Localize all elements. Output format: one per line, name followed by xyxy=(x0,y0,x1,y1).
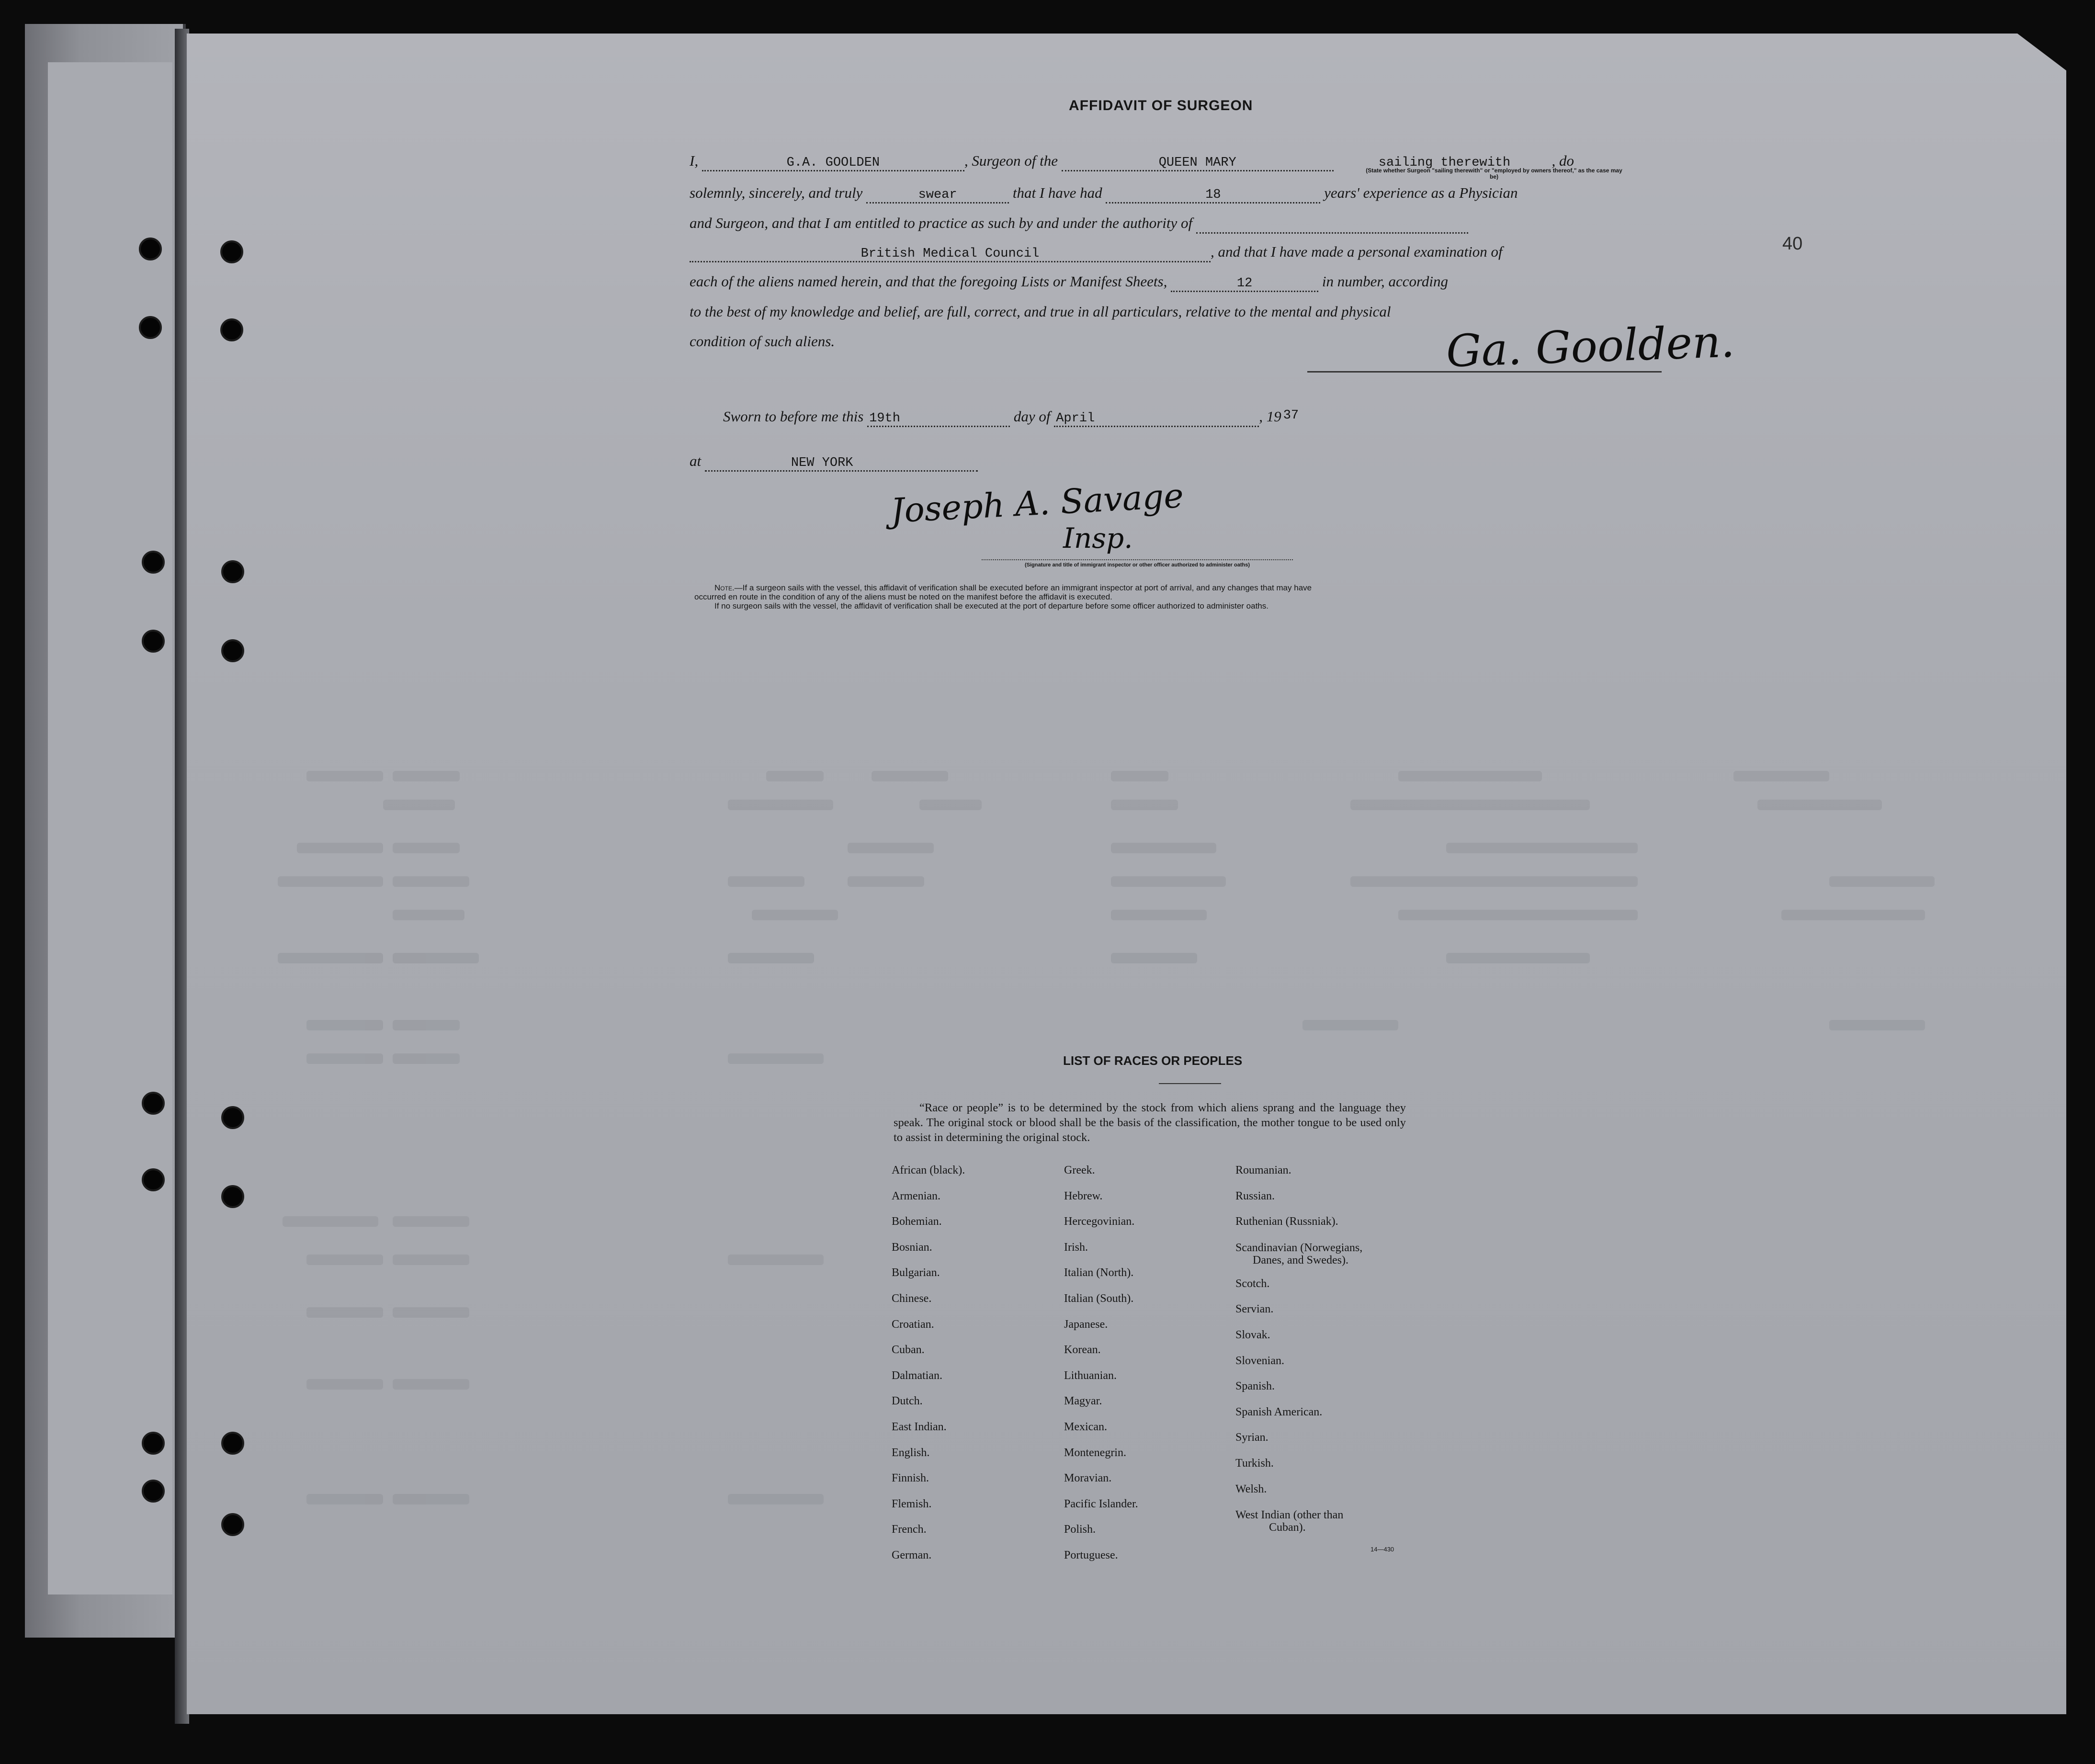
race-item: Slovenian. xyxy=(1235,1354,1284,1367)
race-item: Montenegrin. xyxy=(1064,1446,1126,1459)
races-column-1 xyxy=(892,1158,965,1569)
punch-hole xyxy=(142,1432,165,1455)
bleed-through-row xyxy=(249,1255,1877,1265)
affidavit-title: AFFIDAVIT OF SURGEON xyxy=(1069,98,1253,113)
race-item: Bulgarian. xyxy=(892,1266,940,1279)
race-item: Hebrew. xyxy=(1064,1189,1103,1202)
form-number: 14—430 xyxy=(1370,1546,1394,1553)
race-item: West Indian (other than xyxy=(1235,1509,1344,1522)
race-item: Moravian. xyxy=(1064,1472,1112,1485)
race-item: Danes, and Swedes). xyxy=(1253,1254,1348,1266)
race-item: Scandinavian (Norwegians, xyxy=(1235,1241,1363,1254)
authority-blank xyxy=(1196,218,1468,234)
race-item: African (black). xyxy=(892,1164,965,1176)
races-intro: “Race or people” is to be determined by the stock from which aliens sprang and the language they speak. The original stock or blood shall be the basis of the classification, the mother tongue to be used only to assist in determining the original stock. xyxy=(894,1101,1406,1144)
punch-hole xyxy=(221,639,244,662)
race-item: Dutch. xyxy=(892,1395,923,1408)
race-item: Spanish. xyxy=(1235,1380,1275,1393)
race-item: Irish. xyxy=(1064,1241,1088,1254)
race-item: Mexican. xyxy=(1064,1420,1107,1433)
race-item: Dalmatian. xyxy=(892,1369,942,1382)
races-list-title: LIST OF RACES OR PEOPLES xyxy=(1063,1053,1243,1068)
race-item: East Indian. xyxy=(892,1420,947,1433)
bleed-through-row xyxy=(249,953,1877,963)
sheets-count-field: 12 xyxy=(1171,276,1318,292)
bleed-through-row xyxy=(249,1020,1877,1030)
signature-caption: (Signature and title of immigrant inspector or other officer authorized to administer oaths) xyxy=(1025,562,1250,568)
race-item: English. xyxy=(892,1446,930,1459)
affidavit-note xyxy=(694,583,1628,611)
race-item: Bosnian. xyxy=(892,1241,932,1254)
line2-prefix: solemnly, sincerely, and truly xyxy=(690,184,863,201)
line5-prefix: each of the aliens named herein, and that the foregoing Lists or Manifest Sheets, xyxy=(690,273,1167,290)
bleed-through-row xyxy=(249,910,1877,920)
race-item: Cuban. xyxy=(892,1344,925,1357)
place-field: NEW YORK xyxy=(705,456,978,472)
punch-hole xyxy=(139,316,162,339)
punch-hole xyxy=(139,237,162,260)
race-item: Italian (North). xyxy=(1064,1266,1134,1279)
sworn-year-prefix: , 19 xyxy=(1259,408,1281,425)
race-item: Syrian. xyxy=(1235,1431,1268,1444)
race-item: Ruthenian (Russniak). xyxy=(1235,1215,1338,1228)
affidavit-line-6: to the best of my knowledge and belief, are full, correct, and true in all particulars, relative to the mental and physical xyxy=(690,303,1391,320)
race-item: Bohemian. xyxy=(892,1215,942,1228)
vessel-name-field: QUEEN MARY xyxy=(1062,156,1334,171)
race-item: Italian (South). xyxy=(1064,1292,1134,1305)
races-column-3 xyxy=(1235,1158,1362,1534)
sworn-mid: day of xyxy=(1013,408,1051,425)
bleed-through-row xyxy=(249,876,1877,887)
note-label: Note. xyxy=(714,583,735,592)
affidavit-line-2 xyxy=(690,184,1517,204)
race-item: Japanese. xyxy=(1064,1318,1108,1331)
race-item: Finnish. xyxy=(892,1472,929,1485)
note-line-3: If no surgeon sails with the vessel, the affidavit of verification shall be executed at the port of departure before some officer authorized to administer oaths. xyxy=(714,601,1268,611)
bleed-through-row xyxy=(249,843,1877,853)
sworn-prefix: Sworn to before me this xyxy=(723,408,864,425)
race-item: Pacific Islander. xyxy=(1064,1497,1138,1510)
race-item: Portuguese. xyxy=(1064,1549,1118,1561)
race-item: Russian. xyxy=(1235,1189,1275,1202)
sworn-year-field: 37 xyxy=(1283,408,1299,423)
affidavit-line-4 xyxy=(690,243,1503,262)
years-experience-field: 18 xyxy=(1106,188,1320,204)
punch-hole xyxy=(142,1092,165,1115)
punch-hole xyxy=(142,551,165,574)
sworn-month-field: April xyxy=(1054,411,1259,427)
race-item: Roumanian. xyxy=(1235,1164,1291,1176)
inspector-signature-line xyxy=(982,559,1293,560)
bleed-through-row xyxy=(249,1307,1877,1318)
race-item: Magyar. xyxy=(1064,1395,1102,1408)
race-item: Armenian. xyxy=(892,1189,940,1202)
race-item: Servian. xyxy=(1235,1303,1274,1316)
affidavit-line-5 xyxy=(690,273,1448,292)
page-number: 40 xyxy=(1782,234,1803,254)
punch-hole xyxy=(220,240,243,263)
punch-hole xyxy=(221,1432,244,1455)
inspector-signature: Joseph A. Savage xyxy=(890,476,1185,531)
note-line-1: —If a surgeon sails with the vessel, this affidavit of verification shall be executed before an immigrant inspector at port of arrival, and any changes that may have xyxy=(734,583,1312,592)
line1-prefix: I, xyxy=(690,152,699,169)
race-item: Spanish American. xyxy=(1235,1405,1323,1418)
sworn-day-field: 19th xyxy=(867,411,1010,427)
at-prefix: at xyxy=(690,452,702,469)
underlying-page-inner xyxy=(48,62,172,1594)
bleed-through-row xyxy=(249,1494,1877,1504)
races-title-rule xyxy=(1159,1083,1221,1084)
punch-hole xyxy=(142,1480,165,1503)
line2-mid: that I have had xyxy=(1012,184,1102,201)
bleed-through-row xyxy=(249,771,1877,781)
bleed-through-row xyxy=(249,800,1877,810)
note-line-2: occurred en route in the condition of any of the aliens must be noted on the manifest before the affidavit is executed. xyxy=(694,592,1112,601)
surgeon-name-field: G.A. GOOLDEN xyxy=(702,156,964,171)
race-item: Slovak. xyxy=(1235,1328,1270,1341)
bleed-through-row xyxy=(249,1216,1877,1227)
races-column-2 xyxy=(1064,1158,1138,1569)
race-item: Turkish. xyxy=(1235,1457,1274,1470)
line5-suffix: in number, according xyxy=(1322,273,1449,290)
punch-hole xyxy=(142,630,165,653)
line2-suffix: years' experience as a Physician xyxy=(1324,184,1518,201)
surgeon-signature: Ga. Goolden. xyxy=(1445,316,1736,377)
affidavit-line-7: condition of such aliens. xyxy=(690,333,835,350)
race-item: Cuban). xyxy=(1269,1521,1306,1534)
race-item: Welsh. xyxy=(1235,1482,1267,1495)
race-item: Greek. xyxy=(1064,1164,1095,1176)
line3-text: and Surgeon, and that I am entitled to practice as such by and under the authority of xyxy=(690,215,1193,231)
line1-mid: , Surgeon of the xyxy=(964,152,1058,169)
race-item: Hercegovinian. xyxy=(1064,1215,1135,1228)
punch-hole xyxy=(220,318,243,341)
surgeon-status-field: sailing therewith xyxy=(1378,156,1511,170)
surgeon-status-note: (State whether Surgeon "sailing therewith" or "employed by owners thereof," as the case may be) xyxy=(1366,167,1622,180)
licensing-authority-field: British Medical Council xyxy=(690,247,1211,262)
race-item: Chinese. xyxy=(892,1292,932,1305)
race-item: Scotch. xyxy=(1235,1277,1270,1290)
punch-hole xyxy=(221,1106,244,1129)
line4-suffix: , and that I have made a personal examination of xyxy=(1211,243,1503,260)
sworn-line xyxy=(723,408,1301,427)
affidavit-line-3 xyxy=(690,215,1468,234)
race-item: Flemish. xyxy=(892,1497,932,1510)
race-item: Lithuanian. xyxy=(1064,1369,1117,1382)
race-item: Croatian. xyxy=(892,1318,934,1331)
at-line xyxy=(690,452,978,472)
race-item: German. xyxy=(892,1549,932,1561)
inspector-title: Insp. xyxy=(1063,522,1133,554)
oath-field: swear xyxy=(866,188,1009,204)
race-item: Polish. xyxy=(1064,1523,1096,1536)
punch-hole xyxy=(221,560,244,583)
punch-hole xyxy=(221,1513,244,1536)
line1-suffix: , do xyxy=(1551,152,1574,169)
race-item: French. xyxy=(892,1523,927,1536)
punch-hole xyxy=(221,1185,244,1208)
race-item: Korean. xyxy=(1064,1344,1101,1357)
punch-hole xyxy=(142,1168,165,1191)
bleed-through-row xyxy=(249,1379,1877,1390)
